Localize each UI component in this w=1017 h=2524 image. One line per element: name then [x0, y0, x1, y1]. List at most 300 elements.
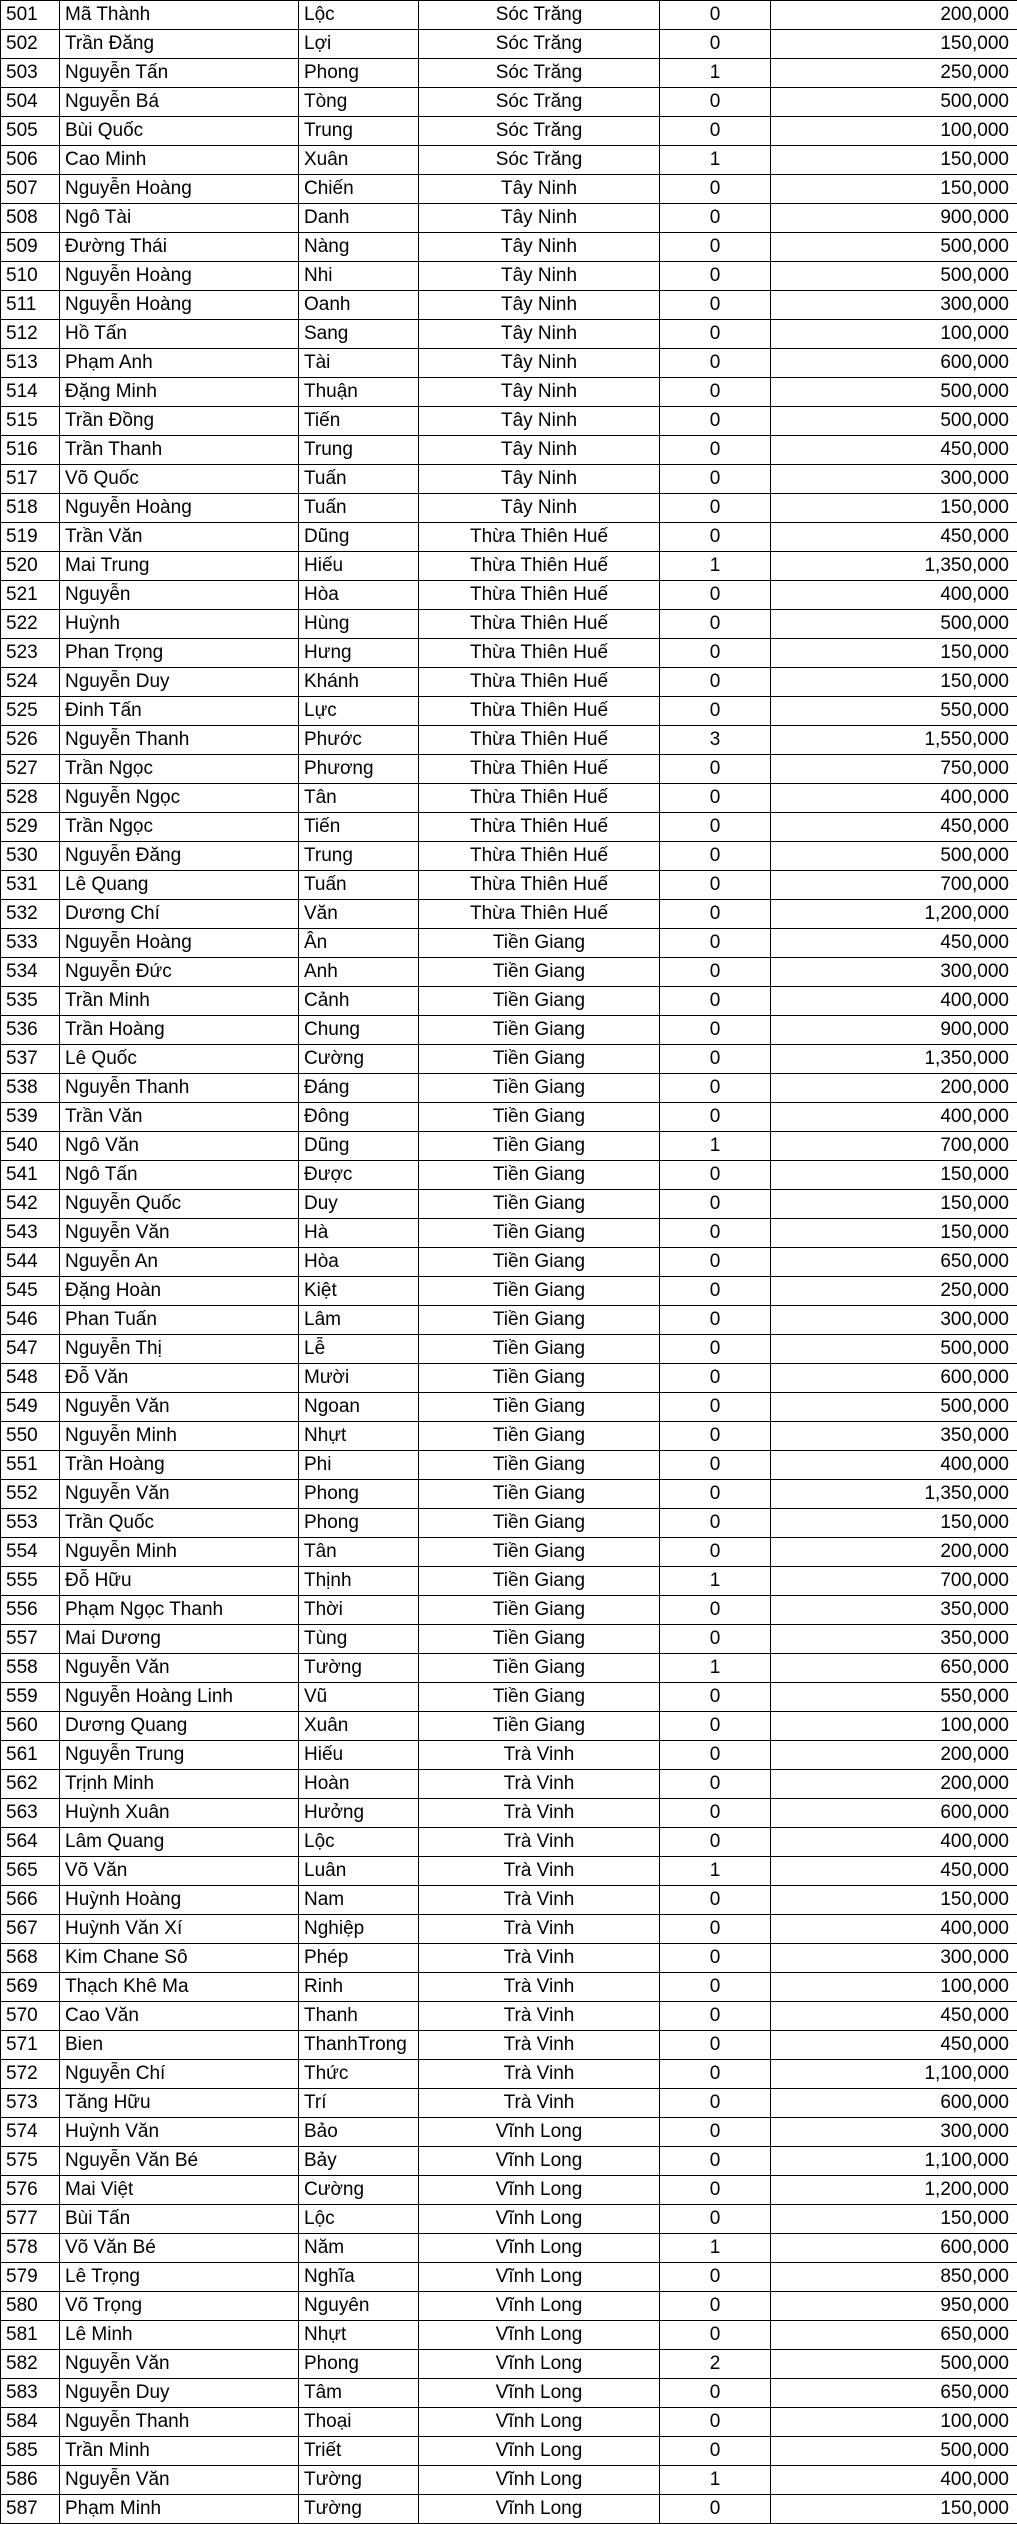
cell-index: 507 — [1, 175, 60, 204]
cell-province: Sóc Trăng — [419, 117, 660, 146]
table-row — [1, 2118, 1017, 2147]
cell-given-name: Khánh — [299, 668, 419, 697]
table-row — [1, 2350, 1017, 2379]
cell-family-name: Trần Văn — [60, 523, 299, 552]
cell-count: 0 — [660, 639, 771, 668]
cell-count: 0 — [660, 1016, 771, 1045]
cell-family-name: Lê Minh — [60, 2321, 299, 2350]
cell-index: 567 — [1, 1915, 60, 1944]
cell-province: Tiền Giang — [419, 1306, 660, 1335]
cell-family-name: Nguyễn Thị — [60, 1335, 299, 1364]
cell-index: 559 — [1, 1683, 60, 1712]
cell-given-name: Lộc — [299, 1828, 419, 1857]
cell-count: 0 — [660, 494, 771, 523]
cell-amount: 150,000 — [771, 146, 1017, 175]
cell-index: 539 — [1, 1103, 60, 1132]
table-row — [1, 146, 1017, 175]
cell-given-name: Tòng — [299, 88, 419, 117]
cell-amount: 150,000 — [771, 1886, 1017, 1915]
cell-family-name: Võ Trọng — [60, 2292, 299, 2321]
cell-given-name: Phong — [299, 2350, 419, 2379]
cell-province: Trà Vinh — [419, 1915, 660, 1944]
cell-given-name: Lộc — [299, 1, 419, 30]
table-row — [1, 2031, 1017, 2060]
cell-count: 0 — [660, 1625, 771, 1654]
cell-given-name: Tâm — [299, 2379, 419, 2408]
cell-index: 554 — [1, 1538, 60, 1567]
table-row — [1, 1857, 1017, 1886]
cell-province: Tiền Giang — [419, 1393, 660, 1422]
cell-given-name: Tùng — [299, 1625, 419, 1654]
cell-given-name: Nàng — [299, 233, 419, 262]
cell-province: Vĩnh Long — [419, 2408, 660, 2437]
cell-index: 542 — [1, 1190, 60, 1219]
cell-index: 551 — [1, 1451, 60, 1480]
cell-index: 501 — [1, 1, 60, 30]
cell-index: 576 — [1, 2176, 60, 2205]
cell-count: 0 — [660, 2495, 771, 2524]
cell-given-name: Tường — [299, 2495, 419, 2524]
cell-given-name: Tiến — [299, 813, 419, 842]
cell-given-name: Phước — [299, 726, 419, 755]
cell-count: 0 — [660, 1741, 771, 1770]
cell-count: 0 — [660, 1074, 771, 1103]
cell-family-name: Tăng Hữu — [60, 2089, 299, 2118]
cell-index: 509 — [1, 233, 60, 262]
table-row — [1, 668, 1017, 697]
cell-amount: 450,000 — [771, 2002, 1017, 2031]
table-row — [1, 436, 1017, 465]
cell-family-name: Huỳnh Xuân — [60, 1799, 299, 1828]
cell-count: 0 — [660, 697, 771, 726]
cell-index: 529 — [1, 813, 60, 842]
cell-index: 502 — [1, 30, 60, 59]
cell-amount: 400,000 — [771, 1451, 1017, 1480]
cell-count: 0 — [660, 1335, 771, 1364]
cell-amount: 450,000 — [771, 523, 1017, 552]
cell-province: Tây Ninh — [419, 349, 660, 378]
cell-province: Tiền Giang — [419, 1480, 660, 1509]
cell-province: Tiền Giang — [419, 1364, 660, 1393]
cell-family-name: Nguyễn — [60, 581, 299, 610]
cell-family-name: Võ Quốc — [60, 465, 299, 494]
cell-family-name: Ngô Tấn — [60, 1161, 299, 1190]
cell-index: 566 — [1, 1886, 60, 1915]
cell-given-name: Hưng — [299, 639, 419, 668]
cell-count: 0 — [660, 1480, 771, 1509]
cell-amount: 700,000 — [771, 1567, 1017, 1596]
table-row — [1, 2060, 1017, 2089]
cell-amount: 150,000 — [771, 1509, 1017, 1538]
cell-province: Trà Vinh — [419, 1741, 660, 1770]
cell-given-name: Dũng — [299, 1132, 419, 1161]
cell-family-name: Trần Ngọc — [60, 813, 299, 842]
cell-given-name: Chiến — [299, 175, 419, 204]
cell-province: Thừa Thiên Huế — [419, 813, 660, 842]
cell-province: Vĩnh Long — [419, 2176, 660, 2205]
cell-amount: 200,000 — [771, 1538, 1017, 1567]
cell-index: 527 — [1, 755, 60, 784]
cell-given-name: Anh — [299, 958, 419, 987]
cell-province: Tiền Giang — [419, 1538, 660, 1567]
cell-given-name: Nhựt — [299, 2321, 419, 2350]
table-row — [1, 1393, 1017, 1422]
cell-count: 0 — [660, 1045, 771, 1074]
cell-amount: 1,200,000 — [771, 2176, 1017, 2205]
cell-count: 0 — [660, 465, 771, 494]
cell-family-name: Trần Ngọc — [60, 755, 299, 784]
cell-province: Vĩnh Long — [419, 2292, 660, 2321]
cell-family-name: Nguyễn Đức — [60, 958, 299, 987]
cell-index: 530 — [1, 842, 60, 871]
cell-amount: 350,000 — [771, 1422, 1017, 1451]
cell-family-name: Bùi Quốc — [60, 117, 299, 146]
cell-family-name: Huỳnh — [60, 610, 299, 639]
cell-given-name: Hưởng — [299, 1799, 419, 1828]
table-row — [1, 1886, 1017, 1915]
cell-given-name: Hoàn — [299, 1770, 419, 1799]
cell-province: Tây Ninh — [419, 378, 660, 407]
cell-family-name: Trần Minh — [60, 2437, 299, 2466]
cell-count: 2 — [660, 2350, 771, 2379]
cell-province: Trà Vinh — [419, 1886, 660, 1915]
cell-family-name: Nguyễn Bá — [60, 88, 299, 117]
table-row — [1, 1915, 1017, 1944]
cell-province: Tây Ninh — [419, 262, 660, 291]
cell-given-name: Đông — [299, 1103, 419, 1132]
cell-given-name: Tuấn — [299, 465, 419, 494]
cell-province: Thừa Thiên Huế — [419, 610, 660, 639]
cell-amount: 150,000 — [771, 1219, 1017, 1248]
table-row — [1, 900, 1017, 929]
cell-count: 0 — [660, 204, 771, 233]
table-row — [1, 1596, 1017, 1625]
cell-family-name: Cao Minh — [60, 146, 299, 175]
cell-count: 0 — [660, 1393, 771, 1422]
cell-amount: 250,000 — [771, 1277, 1017, 1306]
cell-amount: 100,000 — [771, 117, 1017, 146]
cell-count: 1 — [660, 1567, 771, 1596]
cell-province: Thừa Thiên Huế — [419, 581, 660, 610]
cell-amount: 1,550,000 — [771, 726, 1017, 755]
cell-province: Vĩnh Long — [419, 2466, 660, 2495]
table-row — [1, 291, 1017, 320]
cell-family-name: Trần Hoàng — [60, 1016, 299, 1045]
table-row — [1, 2437, 1017, 2466]
cell-given-name: Phương — [299, 755, 419, 784]
cell-given-name: Nghiệp — [299, 1915, 419, 1944]
cell-amount: 450,000 — [771, 436, 1017, 465]
cell-amount: 200,000 — [771, 1741, 1017, 1770]
table-row — [1, 697, 1017, 726]
cell-province: Trà Vinh — [419, 2089, 660, 2118]
cell-province: Trà Vinh — [419, 1857, 660, 1886]
cell-family-name: Lâm Quang — [60, 1828, 299, 1857]
cell-count: 0 — [660, 1103, 771, 1132]
table-row — [1, 784, 1017, 813]
table-row — [1, 2495, 1017, 2524]
cell-family-name: Trần Thanh — [60, 436, 299, 465]
cell-count: 0 — [660, 784, 771, 813]
cell-family-name: Đường Thái — [60, 233, 299, 262]
cell-count: 0 — [660, 2118, 771, 2147]
cell-amount: 400,000 — [771, 2466, 1017, 2495]
cell-amount: 700,000 — [771, 1132, 1017, 1161]
cell-count: 0 — [660, 2263, 771, 2292]
table-row — [1, 1219, 1017, 1248]
cell-given-name: Vũ — [299, 1683, 419, 1712]
cell-index: 518 — [1, 494, 60, 523]
cell-family-name: Nguyễn Minh — [60, 1422, 299, 1451]
cell-province: Thừa Thiên Huế — [419, 668, 660, 697]
cell-province: Tiền Giang — [419, 929, 660, 958]
cell-family-name: Trần Đăng — [60, 30, 299, 59]
cell-province: Sóc Trăng — [419, 88, 660, 117]
cell-province: Trà Vinh — [419, 1973, 660, 2002]
cell-given-name: Hùng — [299, 610, 419, 639]
cell-count: 0 — [660, 1248, 771, 1277]
cell-index: 558 — [1, 1654, 60, 1683]
cell-amount: 950,000 — [771, 2292, 1017, 2321]
table-row — [1, 610, 1017, 639]
table-row — [1, 1567, 1017, 1596]
cell-count: 0 — [660, 291, 771, 320]
cell-family-name: Nguyễn Hoàng Linh — [60, 1683, 299, 1712]
cell-amount: 650,000 — [771, 1248, 1017, 1277]
cell-count: 1 — [660, 2234, 771, 2263]
cell-given-name: Tường — [299, 1654, 419, 1683]
cell-family-name: Lê Trọng — [60, 2263, 299, 2292]
cell-family-name: Nguyễn Ngọc — [60, 784, 299, 813]
cell-given-name: Xuân — [299, 1712, 419, 1741]
cell-family-name: Nguyễn Đăng — [60, 842, 299, 871]
cell-index: 513 — [1, 349, 60, 378]
table-row — [1, 755, 1017, 784]
cell-amount: 400,000 — [771, 1828, 1017, 1857]
cell-index: 533 — [1, 929, 60, 958]
cell-province: Thừa Thiên Huế — [419, 842, 660, 871]
cell-count: 0 — [660, 1828, 771, 1857]
cell-index: 583 — [1, 2379, 60, 2408]
cell-province: Thừa Thiên Huế — [419, 755, 660, 784]
cell-family-name: Nguyễn Duy — [60, 668, 299, 697]
cell-province: Thừa Thiên Huế — [419, 697, 660, 726]
cell-amount: 900,000 — [771, 204, 1017, 233]
table-row — [1, 1132, 1017, 1161]
cell-index: 540 — [1, 1132, 60, 1161]
cell-amount: 350,000 — [771, 1596, 1017, 1625]
cell-given-name: Lợi — [299, 30, 419, 59]
cell-given-name: Nam — [299, 1886, 419, 1915]
cell-province: Tiền Giang — [419, 1335, 660, 1364]
cell-given-name: Ngoan — [299, 1393, 419, 1422]
cell-index: 503 — [1, 59, 60, 88]
cell-amount: 600,000 — [771, 2234, 1017, 2263]
cell-index: 508 — [1, 204, 60, 233]
cell-count: 0 — [660, 407, 771, 436]
table-row — [1, 1016, 1017, 1045]
cell-count: 0 — [660, 668, 771, 697]
cell-amount: 550,000 — [771, 1683, 1017, 1712]
cell-count: 1 — [660, 1654, 771, 1683]
cell-index: 585 — [1, 2437, 60, 2466]
cell-count: 0 — [660, 610, 771, 639]
cell-given-name: Nhựt — [299, 1422, 419, 1451]
cell-given-name: Cường — [299, 2176, 419, 2205]
cell-province: Tây Ninh — [419, 175, 660, 204]
cell-amount: 1,350,000 — [771, 1480, 1017, 1509]
cell-index: 575 — [1, 2147, 60, 2176]
cell-index: 521 — [1, 581, 60, 610]
cell-province: Tiền Giang — [419, 1277, 660, 1306]
table-row — [1, 2379, 1017, 2408]
cell-index: 546 — [1, 1306, 60, 1335]
table-row — [1, 1683, 1017, 1712]
cell-count: 1 — [660, 59, 771, 88]
cell-family-name: Lê Quang — [60, 871, 299, 900]
cell-province: Vĩnh Long — [419, 2118, 660, 2147]
cell-count: 0 — [660, 813, 771, 842]
cell-index: 574 — [1, 2118, 60, 2147]
table-row — [1, 552, 1017, 581]
cell-family-name: Ngô Tài — [60, 204, 299, 233]
cell-index: 516 — [1, 436, 60, 465]
table-row — [1, 1799, 1017, 1828]
table-row — [1, 1306, 1017, 1335]
cell-given-name: Ân — [299, 929, 419, 958]
cell-family-name: Dương Chí — [60, 900, 299, 929]
cell-count: 0 — [660, 1306, 771, 1335]
cell-family-name: Bùi Tấn — [60, 2205, 299, 2234]
cell-family-name: Thạch Khê Ma — [60, 1973, 299, 2002]
cell-count: 0 — [660, 1799, 771, 1828]
cell-amount: 200,000 — [771, 1, 1017, 30]
cell-province: Trà Vinh — [419, 1770, 660, 1799]
cell-family-name: Phan Trọng — [60, 639, 299, 668]
cell-given-name: Cường — [299, 1045, 419, 1074]
cell-province: Tây Ninh — [419, 233, 660, 262]
cell-province: Trà Vinh — [419, 1944, 660, 1973]
table-row — [1, 378, 1017, 407]
cell-given-name: Tài — [299, 349, 419, 378]
cell-family-name: Phạm Anh — [60, 349, 299, 378]
cell-count: 0 — [660, 1509, 771, 1538]
cell-index: 528 — [1, 784, 60, 813]
cell-province: Tây Ninh — [419, 494, 660, 523]
cell-province: Tiền Giang — [419, 1683, 660, 1712]
table-row — [1, 2002, 1017, 2031]
cell-count: 0 — [660, 2379, 771, 2408]
cell-count: 0 — [660, 1683, 771, 1712]
table-row — [1, 2263, 1017, 2292]
cell-index: 573 — [1, 2089, 60, 2118]
cell-amount: 150,000 — [771, 639, 1017, 668]
table-row — [1, 2321, 1017, 2350]
cell-index: 515 — [1, 407, 60, 436]
cell-count: 0 — [660, 523, 771, 552]
cell-index: 536 — [1, 1016, 60, 1045]
table-row — [1, 2292, 1017, 2321]
table-row — [1, 1, 1017, 30]
cell-family-name: Trần Quốc — [60, 1509, 299, 1538]
cell-province: Tây Ninh — [419, 436, 660, 465]
table-row — [1, 1828, 1017, 1857]
cell-amount: 300,000 — [771, 465, 1017, 494]
cell-amount: 600,000 — [771, 1364, 1017, 1393]
cell-amount: 100,000 — [771, 2408, 1017, 2437]
cell-province: Tây Ninh — [419, 204, 660, 233]
cell-province: Vĩnh Long — [419, 2437, 660, 2466]
cell-amount: 550,000 — [771, 697, 1017, 726]
cell-family-name: Nguyễn Văn — [60, 1654, 299, 1683]
cell-amount: 650,000 — [771, 1654, 1017, 1683]
cell-family-name: Trần Hoàng — [60, 1451, 299, 1480]
cell-amount: 500,000 — [771, 610, 1017, 639]
cell-amount: 400,000 — [771, 987, 1017, 1016]
cell-amount: 500,000 — [771, 1393, 1017, 1422]
cell-family-name: Nguyễn Văn — [60, 2466, 299, 2495]
cell-province: Vĩnh Long — [419, 2321, 660, 2350]
cell-family-name: Huỳnh Văn Xí — [60, 1915, 299, 1944]
cell-index: 550 — [1, 1422, 60, 1451]
cell-family-name: Nguyễn Hoàng — [60, 175, 299, 204]
cell-count: 1 — [660, 146, 771, 175]
cell-count: 0 — [660, 1219, 771, 1248]
cell-amount: 500,000 — [771, 378, 1017, 407]
cell-amount: 500,000 — [771, 262, 1017, 291]
cell-amount: 450,000 — [771, 1857, 1017, 1886]
table-row — [1, 30, 1017, 59]
cell-count: 1 — [660, 552, 771, 581]
table-row — [1, 1712, 1017, 1741]
cell-count: 0 — [660, 1161, 771, 1190]
cell-index: 505 — [1, 117, 60, 146]
table-row — [1, 1973, 1017, 2002]
cell-index: 504 — [1, 88, 60, 117]
cell-index: 582 — [1, 2350, 60, 2379]
cell-given-name: Triết — [299, 2437, 419, 2466]
cell-count: 0 — [660, 1886, 771, 1915]
cell-province: Tiền Giang — [419, 1016, 660, 1045]
table-row — [1, 1248, 1017, 1277]
table-row — [1, 581, 1017, 610]
table-row — [1, 726, 1017, 755]
cell-family-name: Nguyễn Trung — [60, 1741, 299, 1770]
cell-amount: 500,000 — [771, 1335, 1017, 1364]
cell-index: 522 — [1, 610, 60, 639]
cell-province: Tiền Giang — [419, 1567, 660, 1596]
cell-family-name: Huỳnh Hoàng — [60, 1886, 299, 1915]
cell-amount: 150,000 — [771, 2205, 1017, 2234]
cell-amount: 300,000 — [771, 291, 1017, 320]
cell-count: 0 — [660, 2060, 771, 2089]
cell-count: 0 — [660, 1596, 771, 1625]
cell-amount: 600,000 — [771, 2089, 1017, 2118]
cell-count: 0 — [660, 378, 771, 407]
cell-given-name: Xuân — [299, 146, 419, 175]
table-row — [1, 1451, 1017, 1480]
cell-count: 1 — [660, 2466, 771, 2495]
cell-count: 0 — [660, 1422, 771, 1451]
cell-province: Thừa Thiên Huế — [419, 639, 660, 668]
cell-family-name: Trần Đồng — [60, 407, 299, 436]
cell-count: 0 — [660, 929, 771, 958]
cell-index: 517 — [1, 465, 60, 494]
cell-family-name: Nguyễn Văn Bé — [60, 2147, 299, 2176]
cell-province: Tiền Giang — [419, 1654, 660, 1683]
cell-count: 0 — [660, 2292, 771, 2321]
cell-index: 514 — [1, 378, 60, 407]
